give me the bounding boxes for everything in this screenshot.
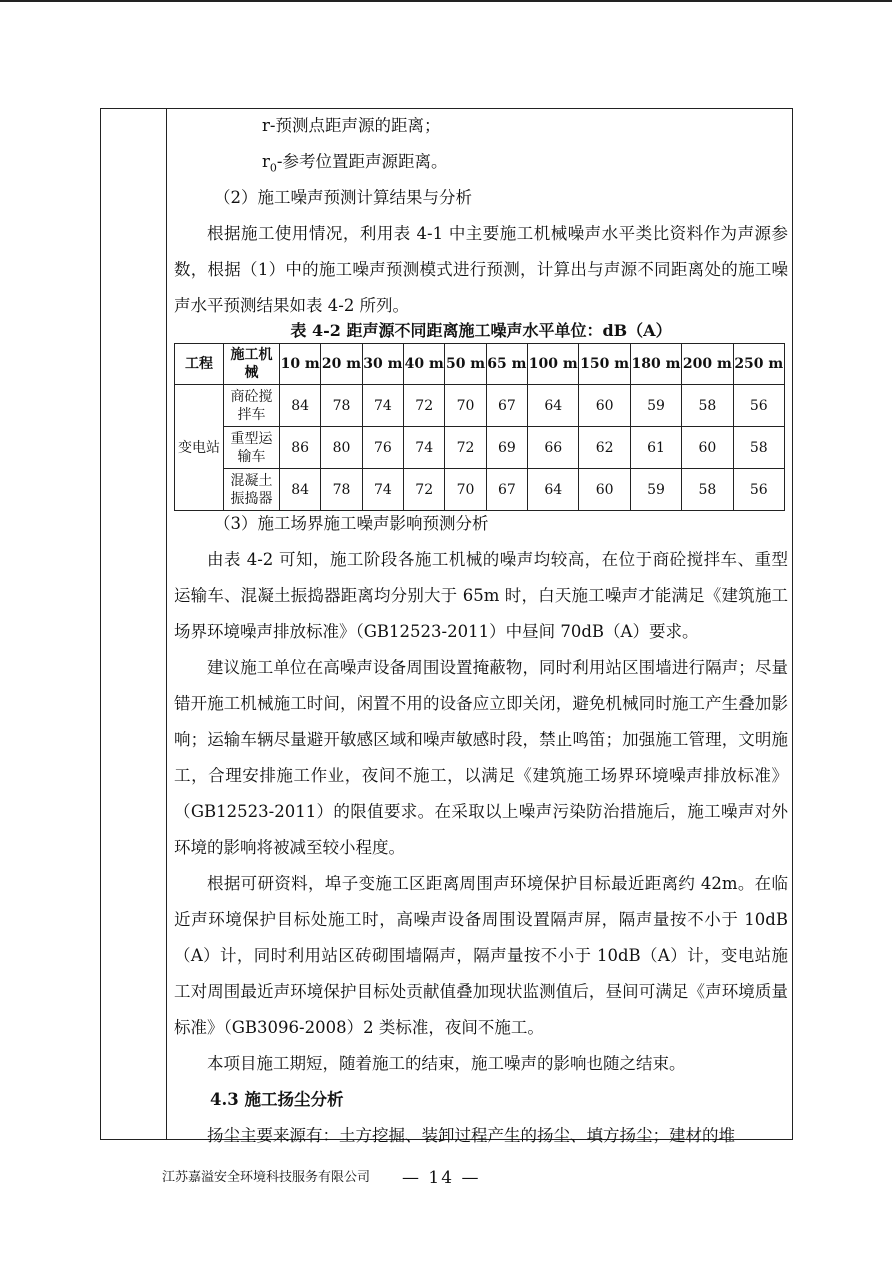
section-3-heading: （3）施工场界施工噪声影响预测分析 (214, 514, 489, 533)
value-cell: 72 (404, 385, 445, 427)
value-cell: 62 (579, 427, 630, 469)
paragraph-1: 根据施工使用情况，利用表 4-1 中主要施工机械噪声水平类比资料作为声源参数，根据（1）中的施工噪声预测模式进行预测，计算出与声源不同距离处的施工噪声水平预测结果如表 4-2 所列。 (174, 224, 788, 315)
header-machine: 施工机械 (224, 344, 280, 385)
header-distance: 20 m (321, 344, 362, 385)
header-distance: 150 m (579, 344, 630, 385)
value-cell: 60 (579, 385, 630, 427)
value-cell: 60 (579, 469, 630, 511)
value-cell: 84 (280, 385, 321, 427)
value-cell: 56 (733, 469, 784, 511)
paragraph-6: 扬尘主要来源有：土方挖掘、装卸过程产生的扬尘、填方扬尘；建材的堆 (207, 1126, 735, 1145)
header-distance: 200 m (682, 344, 733, 385)
machine-cell: 重型运输车 (224, 427, 280, 469)
value-cell: 76 (362, 427, 403, 469)
header-project: 工程 (175, 344, 224, 385)
page-top-rule (0, 0, 892, 2)
value-cell: 58 (733, 427, 784, 469)
table-row (175, 385, 785, 427)
paragraph-4: 根据可研资料，埠子变施工区距离周围声环境保护目标最近距离约 42m。在临近声环境保护目标处施工时，高噪声设备周围设置隔声屏，隔声量按不小于 10dB（A）计，同时利用站区砖砌围墙隔声，隔声量按不小于 10dB（A）计，变电站施工对周围最近声环境保护目标处贡献值叠加现状监测值后，昼间可满足《声环境质量标准》（GB3096-2008）2 类标准，夜间不施工。 (174, 874, 788, 1037)
value-cell: 74 (404, 427, 445, 469)
paragraph-5: 本项目施工期短，随着施工的结束，施工噪声的影响也随之结束。 (207, 1054, 686, 1073)
top-content (174, 108, 788, 324)
value-cell: 72 (404, 469, 445, 511)
value-cell: 86 (280, 427, 321, 469)
header-distance: 40 m (404, 344, 445, 385)
frame-inner-rule (166, 109, 167, 1139)
header-distance: 180 m (630, 344, 681, 385)
table-row (175, 427, 785, 469)
value-cell: 59 (630, 385, 681, 427)
r-definition: r-预测点距声源的距离； (262, 116, 441, 135)
header-distance: 50 m (445, 344, 486, 385)
value-cell: 56 (733, 385, 784, 427)
header-distance: 250 m (733, 344, 784, 385)
table-row (175, 469, 785, 511)
value-cell: 70 (445, 385, 486, 427)
paragraph-3: 建议施工单位在高噪声设备周围设置掩蔽物，同时利用站区围墙进行隔声；尽量错开施工机械施工时间，闲置不用的设备应立即关闭，避免机械同时施工产生叠加影响；运输车辆尽量避开敏感区域和噪声敏感时段，禁止鸣笛；加强施工管理，文明施工，合理安排施工作业，夜间不施工，以满足《建筑施工场界环境噪声排放标准》（GB12523-2011）的限值要求。在采取以上噪声污染防治措施后，施工噪声对外环境的影响将被减至较小程度。 (174, 658, 788, 857)
value-cell: 66 (528, 427, 579, 469)
header-distance: 65 m (486, 344, 527, 385)
header-distance: 30 m (362, 344, 403, 385)
page-number: — 14 — (402, 1168, 481, 1188)
value-cell: 70 (445, 469, 486, 511)
paragraph-2: 由表 4-2 可知，施工阶段各施工机械的噪声均较高，在位于商砼搅拌车、重型运输车、混凝土振捣器距离均分别大于 65m 时，白天施工噪声才能满足《建筑施工场界环境噪声排放标准》（GB12523-2011）中昼间 70dB（A）要求。 (174, 550, 788, 641)
value-cell: 64 (528, 385, 579, 427)
value-cell: 60 (682, 427, 733, 469)
machine-cell: 混凝土振捣器 (224, 469, 280, 511)
noise-level-table (174, 343, 785, 511)
section-2-heading: （2）施工噪声预测计算结果与分析 (214, 188, 472, 207)
project-cell: 变电站 (175, 385, 224, 511)
value-cell: 72 (445, 427, 486, 469)
table-title: 表 4-2 距声源不同距离施工噪声水平单位：dB（A） (290, 321, 672, 340)
header-distance: 100 m (528, 344, 579, 385)
value-cell: 74 (362, 385, 403, 427)
footer-company: 江苏嘉溢安全环境科技服务有限公司 (162, 1170, 371, 1185)
value-cell: 69 (486, 427, 527, 469)
r0-definition: $r_0-$参考位置距声源距离。 (262, 152, 448, 175)
value-cell: 78 (321, 385, 362, 427)
header-distance: 10 m (280, 344, 321, 385)
value-cell: 78 (321, 469, 362, 511)
table-header-row (175, 344, 785, 385)
value-cell: 64 (528, 469, 579, 511)
machine-cell: 商砼搅拌车 (224, 385, 280, 427)
value-cell: 58 (682, 385, 733, 427)
value-cell: 61 (630, 427, 681, 469)
value-cell: 58 (682, 469, 733, 511)
value-cell: 67 (486, 469, 527, 511)
section-4-3-heading: 4.3 施工扬尘分析 (210, 1090, 344, 1109)
value-cell: 84 (280, 469, 321, 511)
value-cell: 74 (362, 469, 403, 511)
value-cell: 67 (486, 385, 527, 427)
value-cell: 59 (630, 469, 681, 511)
body-content (174, 506, 788, 1154)
page-footer (162, 1165, 722, 1191)
value-cell: 80 (321, 427, 362, 469)
